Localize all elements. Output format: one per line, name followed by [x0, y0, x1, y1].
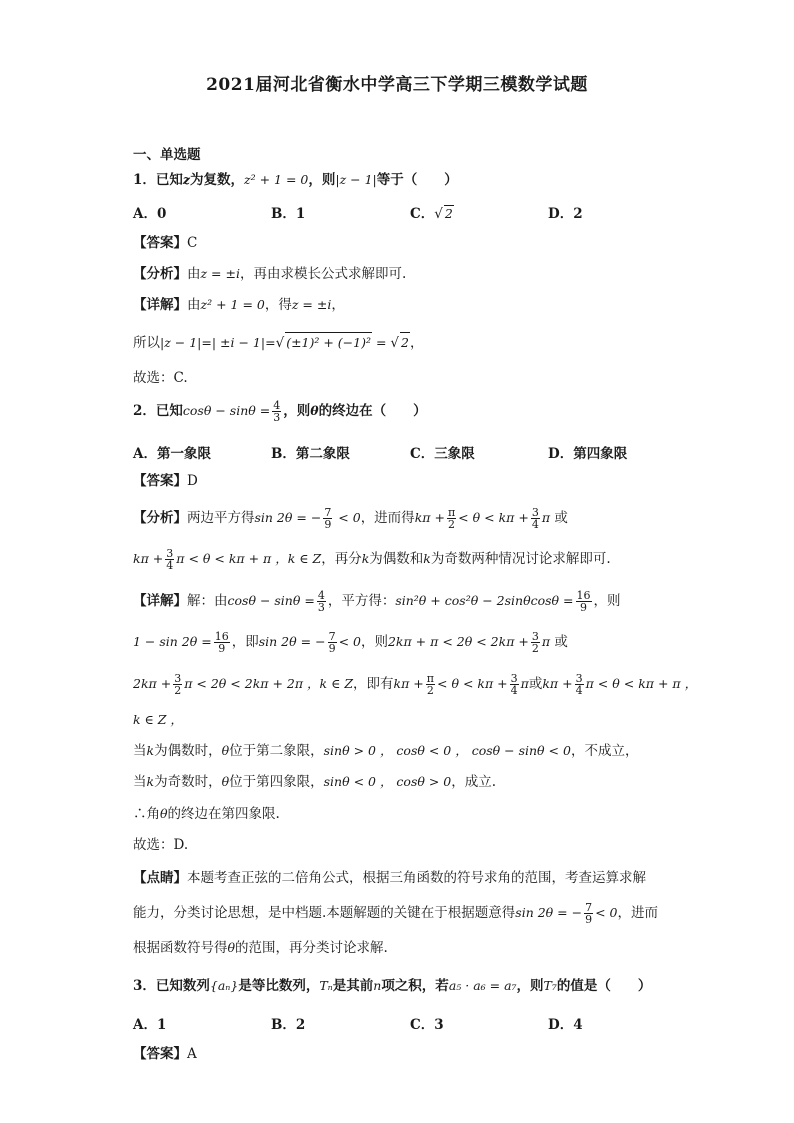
q1-choice: 故选：C.: [133, 370, 188, 386]
q1-option-d: D．2: [548, 206, 583, 222]
q2-detail-line2: 1 − sin 2θ = $\frac{16}{9}$ ，即sin 2θ = − $\frac{7}{9}$ < 0，则2kπ + π < 2θ < 2kπ + $\frac{3}{2}$ π 或: [133, 630, 568, 655]
page-title: 2021届河北省衡水中学高三下学期三模数学试题: [206, 75, 588, 95]
q2-detail-line6: 当k为奇数时，θ位于第四象限，sinθ < 0 ， cosθ > 0，成立.: [133, 774, 497, 790]
q1-option-c: C．√ 2: [410, 206, 453, 222]
q2-comment-line1: 【点睛】本题考查正弦的二倍角公式，根据三角函数的符号求角的范围，考查运算求解: [133, 870, 646, 886]
q3-option-c: C．3: [410, 1017, 444, 1033]
q1-option-a: A．0: [133, 206, 167, 222]
q2-option-d: D．第四象限: [548, 446, 628, 462]
q1-option-b: B．1: [271, 206, 306, 222]
q2-analysis-line2: kπ + $\frac{3}{4}$ π < θ < kπ + π ，k ∈ Z，再分k为偶数和k为奇数两种情况讨论求解即可.: [133, 547, 611, 572]
q2-detail-line1: 【详解】解：由cosθ − sinθ = $\frac{4}{3}$ ，平方得：sin²θ + cos²θ − 2sinθcosθ = $\frac{16}{9}$ ，则: [133, 589, 621, 614]
q3-option-a: A．1: [133, 1017, 167, 1033]
q1-analysis: 【分析】由z = ±i，再由求模长公式求解即可.: [133, 266, 407, 282]
q3-option-d: D．4: [548, 1017, 583, 1033]
q1-derivation: 所以|z − 1|=| ±i − 1|=√ (±1)² + (−1)² = √ 2，: [133, 332, 423, 353]
q3-option-b: B．2: [271, 1017, 306, 1033]
q2-comment-line2: 能力，分类讨论思想，是中档题.本题解题的关键在于根据题意得sin 2θ = − $\frac{7}{9}$ < 0，进而: [133, 901, 659, 926]
q2-detail-line4: k ∈ Z ，: [133, 712, 183, 727]
q2-choice: 故选：D.: [133, 837, 189, 853]
q1-stem: 1．已知z为复数，z² + 1 = 0，则|z − 1|等于（ ）: [133, 172, 458, 188]
q2-detail-line5: 当k为偶数时，θ位于第二象限，sinθ > 0 ， cosθ < 0 ， cosθ − sinθ < 0，不成立，: [133, 743, 639, 759]
q2-comment-line3: 根据函数符号得θ的范围，再分类讨论求解.: [133, 940, 388, 956]
q1-answer: 【答案】C: [133, 235, 198, 251]
section-heading: 一、单选题: [133, 147, 201, 163]
q2-stem: 2．已知cosθ − sinθ = $\frac{4}{3}$ ，则θ的终边在（ ）: [133, 399, 427, 424]
q1-detail: 【详解】由z² + 1 = 0，得z = ±i，: [133, 297, 345, 313]
q2-option-a: A．第一象限: [133, 446, 211, 462]
q3-answer: 【答案】A: [133, 1046, 197, 1062]
q2-detail-line7: ∴角θ的终边在第四象限.: [133, 806, 280, 822]
q2-option-b: B．第二象限: [271, 446, 350, 462]
q2-answer: 【答案】D: [133, 473, 198, 489]
q2-detail-line3: 2kπ + $\frac{3}{2}$ π < 2θ < 2kπ + 2π ，k ∈ Z，即有kπ + $\frac{\pi}{2}$ < θ < kπ + $\frac{3}{4}$ π或kπ + $\frac{3}{4}$ π < θ < kπ + π ，: [133, 672, 698, 697]
q2-option-c: C．三象限: [410, 446, 475, 462]
q2-analysis-line1: 【分析】两边平方得sin 2θ = − $\frac{7}{9}$ < 0，进而得kπ + $\frac{\pi}{2}$ < θ < kπ + $\frac{3}{4}$ π 或: [133, 506, 568, 531]
q3-stem: 3．已知数列{aₙ}是等比数列，Tₙ是其前n项之积，若a₅ · a₆ = a₇，则T₇的值是（ ）: [133, 978, 652, 994]
